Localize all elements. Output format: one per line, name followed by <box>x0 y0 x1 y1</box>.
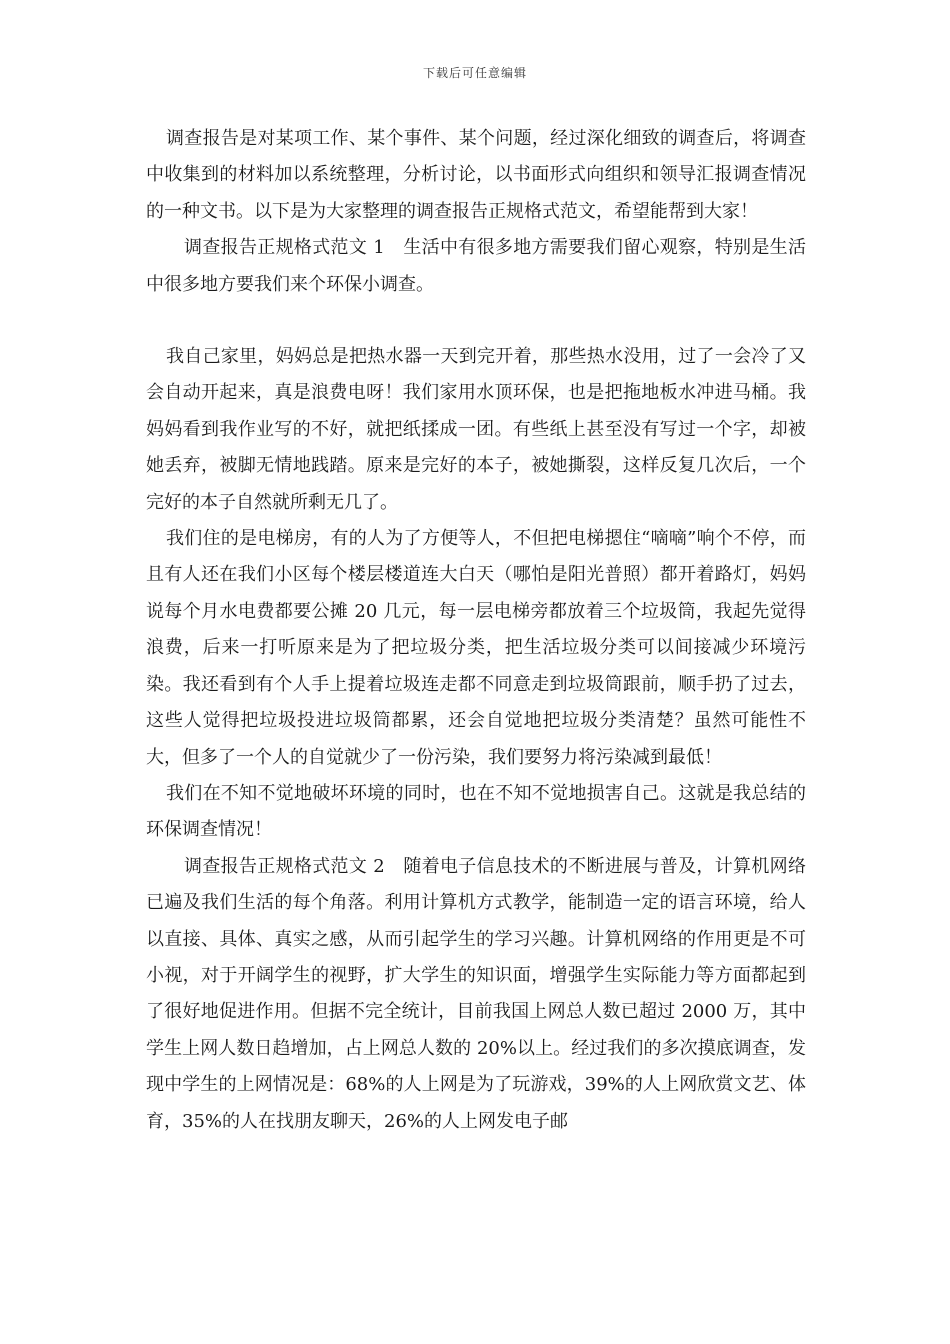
intro-paragraph: 调查报告是对某项工作、某个事件、某个问题，经过深化细致的调查后，将调查中收集到的材料加以系统整理，分析讨论，以书面形式向组织和领导汇报调查情况的一种文书。以下是为大家整理的调查报告正规格式范文，希望能帮到大家！ <box>146 128 806 222</box>
home-observation-paragraph: 我自己家里，妈妈总是把热水器一天到完开着，那些热水没用，过了一会冷了又会自动开起来，真是浪费电呀！我们家用水顶环保，也是把拖地板水冲进马桶。我妈妈看到我作业写的不好，就把纸揉成一团。有些纸上甚至没有写过一个字，却被她丢弃，被脚无情地践踏。原来是完好的本子，被她撕裂，这样反复几次后，一个完好的本子自然就所剩无几了。 <box>146 346 806 513</box>
elevator-building-paragraph: 我们住的是电梯房，有的人为了方便等人，不但把电梯摁住“嘀嘀”响个不停，而且有人还在我们小区每个楼层楼道连大白天（哪怕是阳光普照）都开着路灯，妈妈说每个月水电费都要公摊 20 几元，每一层电梯旁都放着三个垃圾筒，我起先觉得浪费，后来一打听原来是为了把垃圾分类，把生活垃圾分类可以间接减少环境污染。我还看到有个人手上提着垃圾连走都不同意走到垃圾筒跟前，顺手扔了过去，这些人觉得把垃圾投进垃圾筒都累，还会自觉地把垃圾分类清楚？虽然可能性不大，但多了一个人的自觉就少了一份污染，我们要努力将污染减到最低！ <box>146 528 806 768</box>
document-body <box>146 121 806 1140</box>
sample-1-heading-paragraph: 调查报告正规格式范文 1 生活中有很多地方需要我们留心观察，特别是生活中很多地方要我们来个环保小调查。 <box>146 237 806 295</box>
header-note: 下载后可任意编辑 <box>422 66 527 80</box>
blank-line <box>146 303 806 339</box>
sample-2-paragraph: 调查报告正规格式范文 2 随着电子信息技术的不断进展与普及，计算机网络已遍及我们生活的每个角落。利用计算机方式教学，能制造一定的语言环境，给人以直接、具体、真实之感，从而引起学生的学习兴趣。计算机网络的作用更是不可小视，对于开阔学生的视野，扩大学生的知识面，增强学生实际能力等方面都起到了很好地促进作用。但据不完全统计，目前我国上网总人数已超过 2000 万，其中学生上网人数日趋增加，占上网总人数的 20%以上。经过我们的多次摸底调查，发现中学生的上网情况是：68%的人上网是为了玩游戏，39%的人上网欣赏文艺、体育，35%的人在找朋友聊天，26%的人上网发电子邮 <box>146 855 806 1132</box>
conclusion-paragraph: 我们在不知不觉地破坏环境的同时，也在不知不觉地损害自己。这就是我总结的环保调查情况！ <box>146 782 806 841</box>
